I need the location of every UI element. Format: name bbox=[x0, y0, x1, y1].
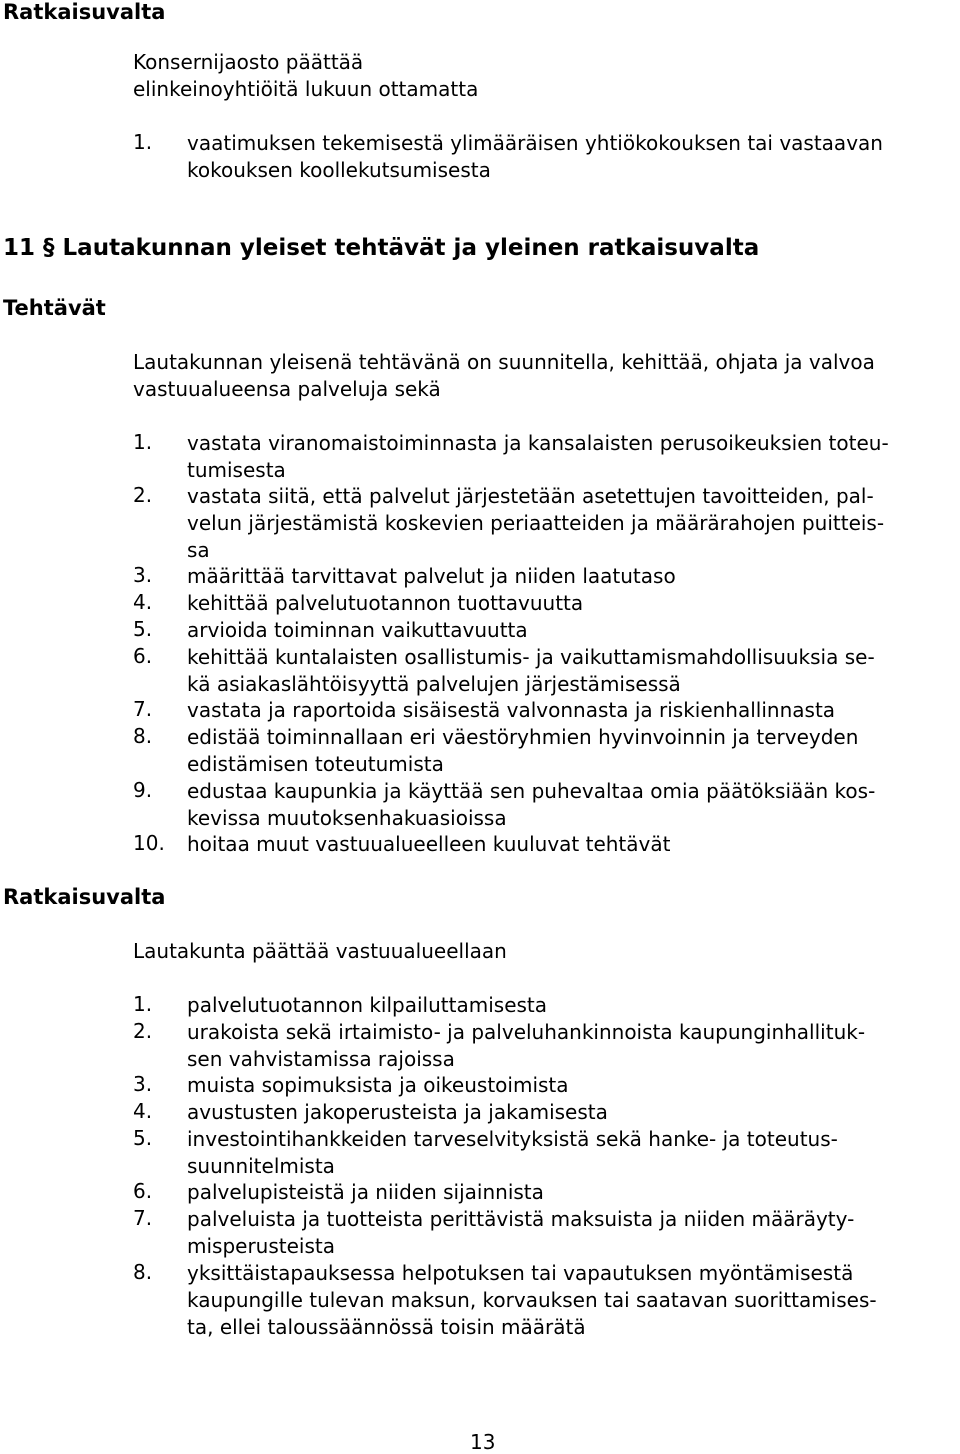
text-line: kä asiakaslähtöisyyttä palvelujen järjestämisessä bbox=[187, 671, 681, 696]
text-line: palveluista ja tuotteista perittävistä maksuista ja niiden määräyty- bbox=[187, 1207, 855, 1231]
text-line: velun järjestämistä koskevien periaatteiden ja määrärahojen puitteis- bbox=[187, 510, 885, 535]
text-line: muista sopimuksista ja oikeustoimista bbox=[187, 1073, 569, 1097]
text-line: palvelutuotannon kilpailuttamisesta bbox=[187, 993, 548, 1017]
text-line: sen vahvistamissa rajoissa bbox=[187, 1046, 455, 1071]
list-text bbox=[187, 1179, 544, 1206]
text-line: Konsernijaosto päättää bbox=[133, 50, 364, 74]
text-line: vastata siitä, että palvelut järjestetään asetettujen tavoitteiden, pal- bbox=[187, 484, 874, 508]
text-line: suunnitelmista bbox=[187, 1153, 335, 1178]
list-number: 7. bbox=[133, 1206, 153, 1230]
list-text bbox=[187, 1072, 569, 1099]
list-text bbox=[187, 778, 875, 832]
text-line: yksittäistapauksessa helpotuksen tai vapautuksen myöntämisestä bbox=[187, 1261, 854, 1285]
text-line: tumisesta bbox=[187, 457, 286, 482]
paragraph-konsernijaosto bbox=[133, 49, 478, 102]
list-text bbox=[187, 563, 676, 590]
text-line: misperusteista bbox=[187, 1233, 335, 1258]
list-text bbox=[187, 1126, 838, 1180]
list-number: 5. bbox=[133, 1126, 153, 1150]
list-text bbox=[187, 483, 884, 563]
list-text bbox=[187, 992, 547, 1019]
text-line: vaatimuksen tekemisestä ylimääräisen yhtiökokouksen tai vastaavan bbox=[187, 131, 883, 155]
list-number: 9. bbox=[133, 778, 153, 802]
text-line: vastata ja raportoida sisäisestä valvonnasta ja riskienhallinnasta bbox=[187, 698, 836, 722]
list-text bbox=[187, 430, 889, 484]
paragraph-tasks-intro bbox=[133, 349, 875, 402]
text-line: kokouksen koollekutsumisesta bbox=[187, 157, 491, 182]
text-line: ta, ellei taloussäännössä toisin määrätä bbox=[187, 1314, 586, 1339]
text-line: kehittää kuntalaisten osallistumis- ja vaikuttamismahdollisuuksia se- bbox=[187, 645, 875, 669]
text-line: Lautakunta päättää vastuualueellaan bbox=[133, 939, 507, 963]
text-line: kaupungille tulevan maksun, korvauksen tai saatavan suorittamises- bbox=[187, 1287, 877, 1312]
list-number: 6. bbox=[133, 1179, 153, 1203]
list-text bbox=[187, 590, 583, 617]
list-number: 10. bbox=[133, 831, 165, 855]
list-number: 2. bbox=[133, 1019, 153, 1043]
text-line: sa bbox=[187, 537, 210, 562]
text-line: edustaa kaupunkia ja käyttää sen puhevaltaa omia päätöksiään kos- bbox=[187, 779, 876, 803]
text-line: kevissa muutoksenhakuasioissa bbox=[187, 805, 507, 830]
text-line: vastuualueensa palveluja sekä bbox=[133, 376, 441, 401]
list-number: 1. bbox=[133, 430, 153, 454]
text-line: investointihankkeiden tarveselvityksistä sekä hanke- ja toteutus- bbox=[187, 1127, 838, 1151]
text-line: Lautakunnan yleisenä tehtävänä on suunnitella, kehittää, ohjata ja valvoa bbox=[133, 350, 875, 374]
list-text bbox=[187, 617, 528, 644]
list-number: 7. bbox=[133, 697, 153, 721]
text-line: vastata viranomaistoiminnasta ja kansalaisten perusoikeuksien toteu- bbox=[187, 431, 889, 455]
text-line: avustusten jakoperusteista ja jakamisesta bbox=[187, 1100, 608, 1124]
text-line: kehittää palvelutuotannon tuottavuutta bbox=[187, 591, 584, 615]
paragraph-authority-intro bbox=[133, 938, 507, 965]
list-number: 4. bbox=[133, 590, 153, 614]
section-heading-tehtavat: Tehtävät bbox=[3, 296, 106, 320]
list-text bbox=[187, 1019, 865, 1073]
list-text bbox=[187, 697, 835, 724]
list-text bbox=[187, 1260, 877, 1340]
text-line: hoitaa muut vastuualueelleen kuuluvat tehtävät bbox=[187, 832, 671, 856]
list-number: 8. bbox=[133, 724, 153, 748]
list-number: 5. bbox=[133, 617, 153, 641]
list-number: 4. bbox=[133, 1099, 153, 1123]
text-line: elinkeinoyhtiöitä lukuun ottamatta bbox=[133, 76, 479, 101]
list-text bbox=[187, 1099, 608, 1126]
text-line: palvelupisteistä ja niiden sijainnista bbox=[187, 1180, 544, 1204]
section-heading-ratkaisuvalta-2: Ratkaisuvalta bbox=[3, 885, 166, 909]
text-line: urakoista sekä irtaimisto- ja palveluhankinnoista kaupunginhallituk- bbox=[187, 1020, 866, 1044]
list-number: 1. bbox=[133, 992, 153, 1016]
list-text bbox=[187, 130, 883, 184]
list-text bbox=[187, 831, 670, 858]
list-number: 8. bbox=[133, 1260, 153, 1284]
list-text bbox=[187, 724, 858, 778]
text-line: arvioida toiminnan vaikuttavuutta bbox=[187, 618, 528, 642]
text-line: edistämisen toteutumista bbox=[187, 751, 444, 776]
page-number: 13 bbox=[470, 1430, 496, 1454]
list-number: 2. bbox=[133, 483, 153, 507]
list-number: 6. bbox=[133, 644, 153, 668]
text-line: edistää toiminnallaan eri väestöryhmien hyvinvoinnin ja terveyden bbox=[187, 725, 859, 749]
list-number: 1. bbox=[133, 130, 153, 154]
section-title: 11 § Lautakunnan yleiset tehtävät ja yleinen ratkaisuvalta bbox=[3, 235, 760, 261]
list-number: 3. bbox=[133, 1072, 153, 1096]
list-text bbox=[187, 644, 875, 698]
section-heading-ratkaisuvalta-1: Ratkaisuvalta bbox=[3, 0, 166, 24]
list-number: 3. bbox=[133, 563, 153, 587]
text-line: määrittää tarvittavat palvelut ja niiden laatutaso bbox=[187, 564, 676, 588]
list-text bbox=[187, 1206, 854, 1260]
